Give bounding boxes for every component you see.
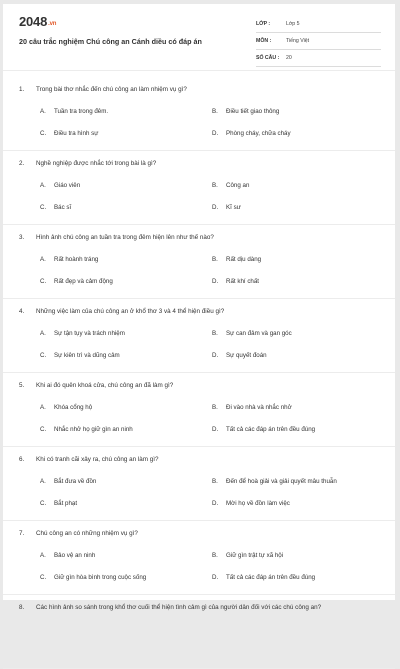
- option-letter: C.: [40, 352, 47, 359]
- option-text: Điều tra hình sự: [54, 130, 99, 137]
- question-number: 1.: [19, 86, 25, 93]
- logo-main: 2048: [19, 14, 48, 29]
- question-number: 6.: [19, 456, 25, 463]
- option-letter: B.: [212, 256, 218, 263]
- answer-option-c[interactable]: [40, 204, 71, 211]
- option-letter: C.: [40, 130, 47, 137]
- answer-option-c[interactable]: [40, 426, 133, 433]
- answer-option-b[interactable]: [212, 330, 292, 337]
- option-text: Giữ gìn hòa bình trong cuộc sống: [54, 574, 147, 581]
- meta-label: MÔN :: [256, 38, 272, 44]
- option-text: Rất đẹp và cảm động: [54, 278, 113, 285]
- answer-option-c[interactable]: [40, 574, 146, 581]
- answer-option-b[interactable]: [212, 404, 292, 411]
- option-text: Tất cả các đáp án trên đều đúng: [226, 574, 316, 581]
- answer-option-a[interactable]: [40, 330, 125, 337]
- question-text: [19, 307, 379, 316]
- question-text: [19, 159, 379, 168]
- question-prompt: Hình ảnh chú công an tuần tra trong đêm hiện lên như thế nào?: [36, 234, 214, 241]
- question-prompt: Trong bài thơ nhắc đến chú công an làm nhiệm vụ gì?: [36, 86, 187, 93]
- option-letter: A.: [40, 330, 46, 337]
- option-text: Sự kiên trì và dũng cảm: [54, 352, 120, 359]
- answer-option-b[interactable]: [212, 478, 337, 485]
- option-letter: C.: [40, 574, 47, 581]
- option-letter: A.: [40, 182, 46, 189]
- option-text: Rất hoành tráng: [54, 256, 99, 263]
- answer-option-d[interactable]: [212, 278, 259, 285]
- option-text: Bắt đưa về đồn: [54, 478, 97, 485]
- option-letter: B.: [212, 330, 218, 337]
- meta-value: Tiếng Việt: [286, 38, 310, 44]
- meta-row-grade: [256, 16, 381, 33]
- option-text: Đến để hoà giải và giải quyết mâu thuẫn: [226, 478, 337, 485]
- question-text: [19, 381, 379, 390]
- question-4: [3, 299, 395, 373]
- option-text: Điều tiết giao thông: [226, 108, 280, 115]
- option-letter: C.: [40, 204, 47, 211]
- option-text: Bắt phạt: [54, 500, 78, 507]
- option-text: Mời họ về đồn làm việc: [226, 500, 290, 507]
- meta-label: LỚP :: [256, 21, 271, 27]
- option-text: Giáo viên: [54, 182, 81, 189]
- option-letter: B.: [212, 404, 218, 411]
- question-prompt: Các hình ảnh so sánh trong khổ thơ cuối thể hiện tình cảm gì của người dân đối với các chú công an?: [36, 604, 322, 611]
- answer-option-d[interactable]: [212, 574, 315, 581]
- option-letter: C.: [40, 426, 47, 433]
- question-prompt: Nghề nghiệp được nhắc tới trong bài là gì?: [36, 160, 157, 167]
- option-text: Nhắc nhở họ giữ gìn an ninh: [54, 426, 133, 433]
- option-letter: A.: [40, 478, 46, 485]
- option-text: Tuần tra trong đêm.: [54, 108, 109, 115]
- question-number: 3.: [19, 234, 25, 241]
- question-text: [19, 85, 379, 94]
- option-letter: B.: [212, 552, 218, 559]
- question-number: 7.: [19, 530, 25, 537]
- question-7: [3, 521, 395, 595]
- option-letter: D.: [212, 130, 219, 137]
- option-text: Giữ gìn trật tự xã hội: [226, 552, 284, 559]
- answer-option-d[interactable]: [212, 130, 291, 137]
- option-letter: C.: [40, 500, 47, 507]
- meta-label: SỐ CÂU :: [256, 55, 280, 61]
- meta-info: [256, 16, 381, 67]
- option-text: Đi vào nhà và nhắc nhở: [226, 404, 292, 411]
- option-letter: D.: [212, 574, 219, 581]
- question-number: 2.: [19, 160, 25, 167]
- question-number: 4.: [19, 308, 25, 315]
- answer-option-b[interactable]: [212, 256, 261, 263]
- question-6: [3, 447, 395, 521]
- option-letter: A.: [40, 404, 46, 411]
- answer-option-c[interactable]: [40, 278, 113, 285]
- question-prompt: Khi có tranh cãi xảy ra, chú công an làm gì?: [36, 456, 159, 463]
- option-letter: D.: [212, 426, 219, 433]
- option-letter: D.: [212, 204, 219, 211]
- option-text: Sự can đảm và gan góc: [226, 330, 292, 337]
- answer-option-b[interactable]: [212, 552, 283, 559]
- option-letter: A.: [40, 108, 46, 115]
- option-text: Bác sĩ: [54, 204, 72, 211]
- answer-option-d[interactable]: [212, 426, 315, 433]
- option-text: Bảo vệ an ninh: [54, 552, 96, 559]
- worksheet-page: [3, 4, 395, 611]
- option-letter: B.: [212, 478, 218, 485]
- meta-value: 20: [286, 55, 292, 61]
- question-text: [19, 529, 379, 538]
- answer-option-d[interactable]: [212, 204, 241, 211]
- option-text: Tất cả các đáp án trên đều đúng: [226, 426, 316, 433]
- answer-option-d[interactable]: [212, 352, 267, 359]
- answer-option-a[interactable]: [40, 108, 108, 115]
- header: [3, 4, 395, 71]
- question-number: 8.: [19, 604, 25, 611]
- option-letter: D.: [212, 500, 219, 507]
- answer-option-a[interactable]: [40, 256, 98, 263]
- option-text: Khóa cổng hộ: [54, 404, 93, 411]
- option-text: Rất dịu dàng: [226, 256, 262, 263]
- page-title: 20 câu trắc nghiệm Chú công an Cánh diều có đáp án: [19, 37, 202, 46]
- option-letter: B.: [212, 108, 218, 115]
- meta-value: Lớp 5: [286, 21, 300, 27]
- answer-option-a[interactable]: [40, 552, 95, 559]
- option-text: Sự quyết đoán: [226, 352, 267, 359]
- option-letter: A.: [40, 256, 46, 263]
- question-prompt: Chú công an có những nhiệm vụ gì?: [36, 530, 138, 537]
- question-2: [3, 151, 395, 225]
- option-text: Kĩ sư: [226, 204, 241, 211]
- option-letter: D.: [212, 352, 219, 359]
- option-text: Công an: [226, 182, 250, 189]
- site-logo[interactable]: [19, 14, 56, 29]
- meta-row-count: [256, 50, 381, 67]
- option-text: Phòng cháy, chữa cháy: [226, 130, 291, 137]
- answer-option-b[interactable]: [212, 108, 279, 115]
- question-5: [3, 373, 395, 447]
- option-letter: B.: [212, 182, 218, 189]
- answer-option-d[interactable]: [212, 500, 290, 507]
- question-prompt: Khi ai đó quên khoá cửa, chú công an đã làm gì?: [36, 382, 174, 389]
- question-1: [3, 77, 395, 151]
- option-text: Sự tận tụy và trách nhiệm: [54, 330, 125, 337]
- question-text: [19, 603, 379, 612]
- question-number: 5.: [19, 382, 25, 389]
- option-letter: A.: [40, 552, 46, 559]
- question-8: [3, 595, 395, 669]
- question-text: [19, 455, 379, 464]
- answer-option-c[interactable]: [40, 352, 120, 359]
- answer-option-c[interactable]: [40, 130, 98, 137]
- option-text: Rất khí chất: [226, 278, 260, 285]
- answer-option-c[interactable]: [40, 500, 77, 507]
- meta-row-subject: [256, 33, 381, 50]
- answer-option-b[interactable]: [212, 182, 249, 189]
- answer-option-a[interactable]: [40, 404, 92, 411]
- option-letter: C.: [40, 278, 47, 285]
- option-letter: D.: [212, 278, 219, 285]
- question-prompt: Những việc làm của chú công an ở khổ thơ 3 và 4 thể hiện điều gì?: [36, 308, 225, 315]
- question-text: [19, 233, 379, 242]
- logo-suffix: .vn: [48, 21, 57, 27]
- question-3: [3, 225, 395, 299]
- answer-option-a[interactable]: [40, 478, 96, 485]
- answer-option-a[interactable]: [40, 182, 80, 189]
- question-list: [3, 77, 395, 669]
